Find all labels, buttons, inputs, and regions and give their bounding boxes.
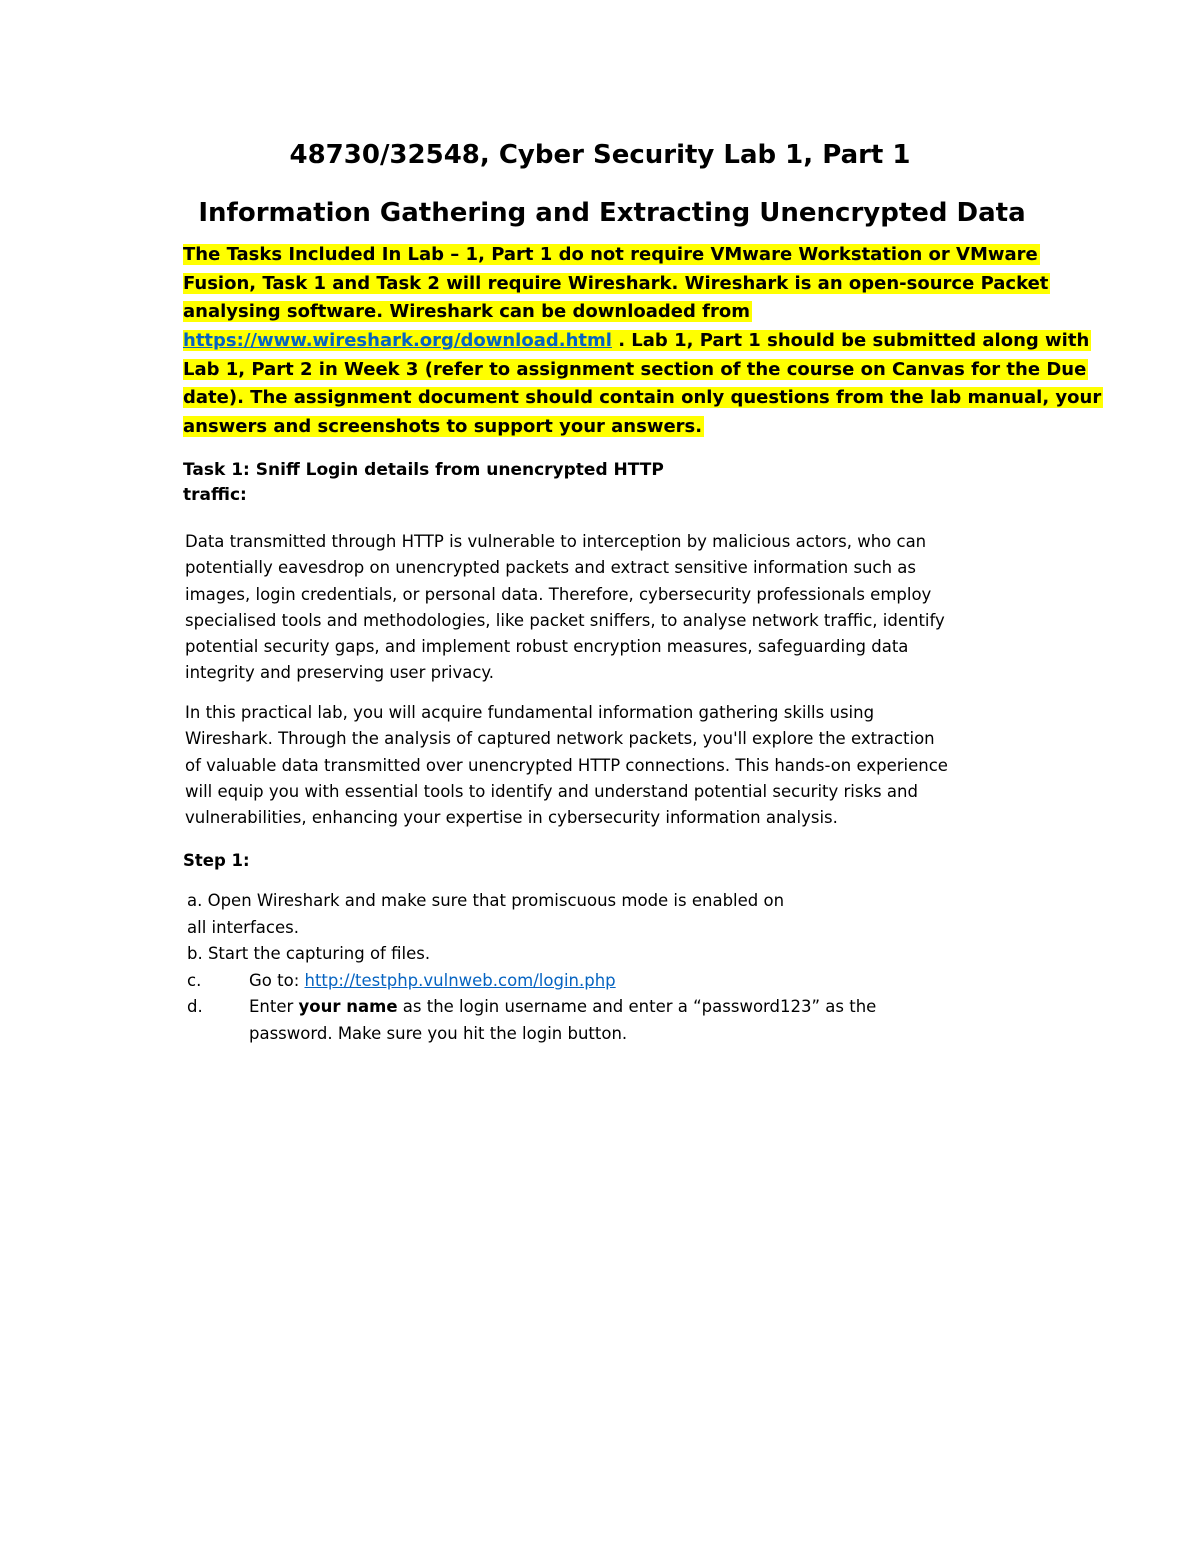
list-item: a. Open Wireshark and make sure that promiscuous mode is enabled on (187, 891, 785, 910)
page-title: 48730/32548, Cyber Security Lab 1, Part 1 (289, 140, 911, 170)
intro-line: date). The assignment document should contain only questions from the lab manual, your (183, 387, 1102, 409)
list-item: c. Go to: http://testphp.vulnweb.com/login.php (187, 970, 616, 990)
wireshark-download-link[interactable]: https://www.wireshark.org/download.html (183, 330, 612, 352)
task-1-paragraph-2: In this practical lab, you will acquire fundamental information gathering skills using Wireshark. Through the analysis of captured network packets, you'll explore the extraction of valuable data transmitted over unencrypted HTTP connections. This hands-on experience will equip you with essential tools to identify and understand potential security risks and vulnerabilities, enhancing your expertise in cybersecurity information analysis. (185, 703, 948, 828)
page-subtitle: Information Gathering and Extracting Unencrypted Data (198, 198, 1026, 228)
intro-highlighted-notice (183, 241, 1102, 442)
intro-line: answers and screenshots to support your answers. (183, 416, 703, 438)
intro-line: Fusion, Task 1 and Task 2 will require Wireshark. Wireshark is an open-source Packet (183, 272, 1049, 294)
testphp-login-link[interactable]: http://testphp.vulnweb.com/login.php (304, 970, 616, 990)
list-item-continuation: password. Make sure you hit the login button. (249, 1023, 628, 1043)
list-item: d. Enter your name as the login username and enter a “password123” as the (187, 997, 877, 1016)
step-1-heading: Step 1: (183, 851, 250, 870)
intro-line: The Tasks Included In Lab – 1, Part 1 do not require VMware Workstation or VMware (183, 244, 1038, 265)
list-item-continuation: all interfaces. (187, 917, 299, 937)
intro-line: Lab 1, Part 2 in Week 3 (refer to assignment section of the course on Canvas for the Due (183, 358, 1087, 380)
list-item: b. Start the capturing of files. (187, 944, 431, 963)
intro-line: analysing software. Wireshark can be downloaded from (183, 301, 750, 323)
step-1-list (187, 888, 1007, 1047)
task-1-paragraph-1: Data transmitted through HTTP is vulnerable to interception by malicious actors, who can potentially eavesdrop on unencrypted packets and extract sensitive information such as images, login credentials, or personal data. Therefore, cybersecurity professionals employ specialised tools and methodologies, like packet sniffers, to analyse network traffic, identify potential security gaps, and implement robust encryption measures, safeguarding data integrity and preserving user privacy. (185, 532, 945, 683)
task-1-heading: Task 1: Sniff Login details from unencrypted HTTP traffic: (183, 460, 664, 505)
intro-line: . Lab 1, Part 1 should be submitted along with (611, 330, 1090, 352)
